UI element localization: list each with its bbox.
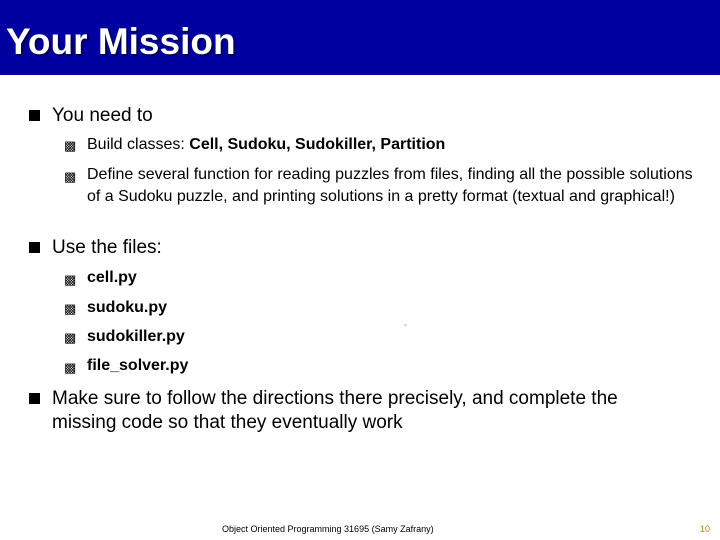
- sub-bullet-build-classes: [87, 134, 707, 156]
- disc-bullet-icon: ▩: [64, 330, 77, 345]
- footer-text: Object Oriented Programming 31695 (Samy Zafrany): [222, 524, 434, 534]
- square-bullet-icon: [29, 242, 40, 253]
- disc-bullet-icon: ▩: [64, 169, 77, 184]
- disc-bullet-icon: ▩: [64, 138, 77, 153]
- bullet-make-sure: Make sure to follow the directions there precisely, and complete the missing code so that they eventually work: [52, 388, 618, 433]
- page-number: 10: [699, 524, 710, 534]
- file-sudoku-py: sudoku.py: [87, 299, 168, 316]
- sub-bullet-define-functions: Define several function for reading puzzles from files, finding all the possible solutions of a Sudoku puzzle, and printing solutions in a pretty format (textual and graphical!): [87, 166, 693, 205]
- sub-bullet-prefix: Build classes:: [87, 136, 190, 153]
- file-cell-py: cell.py: [87, 269, 137, 286]
- square-bullet-icon: [29, 110, 40, 121]
- speck-mark: ´: [404, 324, 408, 335]
- file-sudokiller-py: sudokiller.py: [87, 328, 185, 345]
- disc-bullet-icon: ▩: [64, 301, 77, 316]
- disc-bullet-icon: ▩: [64, 360, 77, 375]
- disc-bullet-icon: ▩: [64, 272, 77, 287]
- file-file-solver-py: file_solver.py: [87, 357, 189, 374]
- bullet-you-need-to: You need to: [52, 105, 153, 126]
- bullet-use-the-files: Use the files:: [52, 237, 162, 258]
- square-bullet-icon: [29, 393, 40, 404]
- slide-title: Your Mission: [6, 21, 236, 62]
- class-names: Cell, Sudoku, Sudokiller, Partition: [189, 136, 446, 153]
